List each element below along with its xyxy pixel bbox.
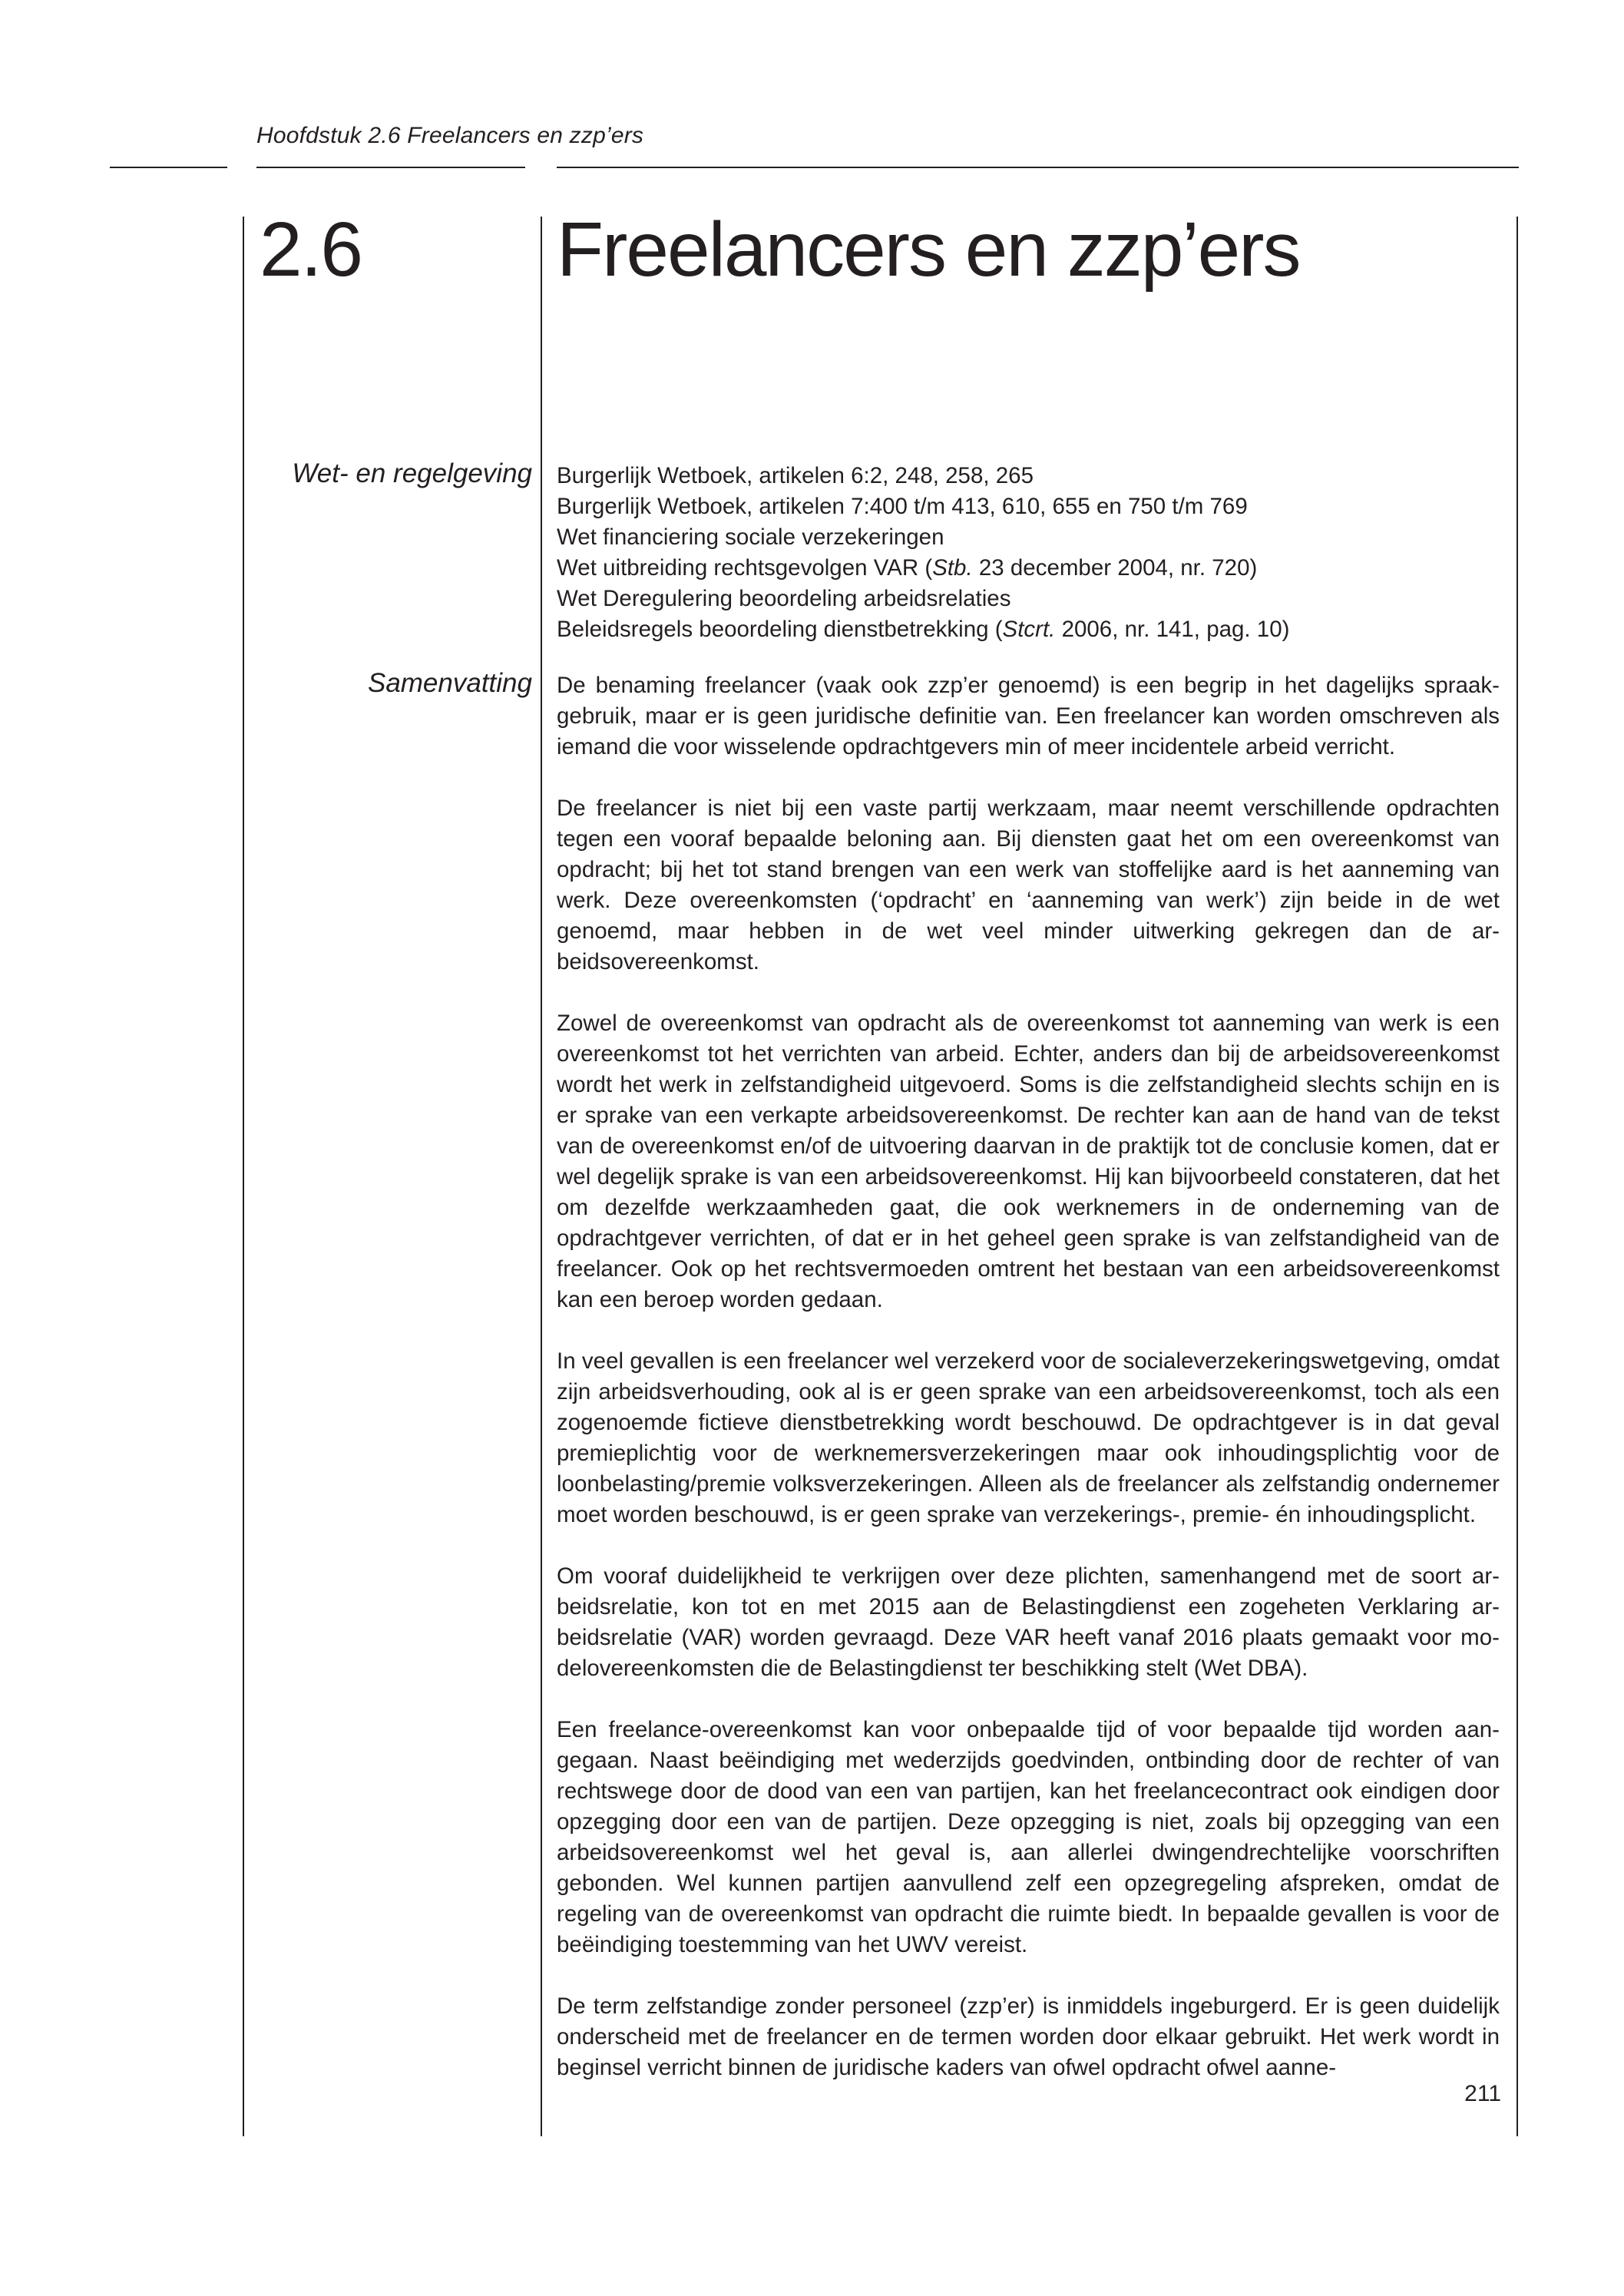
summary-label: Samenvatting <box>367 668 532 698</box>
page-number: 211 <box>1464 2081 1501 2106</box>
legislation-list <box>557 461 1501 645</box>
header-rule-middle <box>256 167 525 168</box>
body-paragraph: De benaming freelancer (vaak ook zzp’er genoemd) is een begrip in het dagelijks spraakgebruik, maar er is geen juridische definitie van. Een freelancer kan worden omschreven als iemand die voor wisselende opdrachtgevers min of meer incidentele arbeid verricht. <box>557 673 1500 759</box>
legislation-label: Wet- en regelgeving <box>292 458 532 488</box>
body-paragraph: Zowel de overeenkomst van opdracht als de overeenkomst tot aanneming van werk is een overeenkomst tot het verrichten van arbeid. Echter, anders dan bij de arbeidsovereenkomst wordt het werk in zelfstandigheid uitgevoerd. Soms is die zelfstandigheid slechts schijn en is er sprake van een verkapte arbeidsovereenkomst. De rechter kan aan de hand van de tekst van de overeenkomst en/of de uitvoering daarvan in de praktijk tot de conclusie komen, dat er wel degelijk sprake is van een arbeidsovereenkomst. Hij kan bijvoorbeeld constateren, dat het om dezelfde werkzaamheden gaat, die ook werknemers in de onderneming van de opdrachtgever verrichten, of dat er in het geheel geen sprake is van zelfstandigheid van de freelancer. Ook op het rechtsvermoeden omtrent het bestaan van een arbeidsovereenkomst kan een beroep worden gedaan. <box>557 1011 1500 1312</box>
legislation-item: Wet financiering sociale verzekeringen <box>557 524 944 550</box>
legislation-item: Wet Deregulering beoordeling arbeidsrelaties <box>557 586 1011 611</box>
column-rule-right <box>1517 217 1518 2136</box>
column-rule-left <box>243 217 244 2136</box>
legislation-item: Burgerlijk Wetboek, artikelen 6:2, 248, 258, 265 <box>557 463 1034 488</box>
body-paragraph: Om vooraf duidelijkheid te verkrijgen over deze plichten, samenhangend met de soort arbeidsrelatie, kon tot en met 2015 aan de Belastingdienst een zogeheten Verklaring arbeidsrelatie (VAR) worden gevraagd. Deze VAR heeft vanaf 2016 plaats gemaakt voor modelovereenkomsten die de Belastingdienst ter beschikking stelt (Wet DBA). <box>557 1563 1500 1681</box>
legislation-item: Beleidsregels beoordeling dienstbetrekking (Stcrt. 2006, nr. 141, pag. 10) <box>557 617 1290 642</box>
legislation-item: Wet uitbreiding rechtsgevolgen VAR (Stb. 23 december 2004, nr. 720) <box>557 555 1258 581</box>
body-paragraph: De term zelfstandige zonder personeel (zzp’er) is inmiddels ingeburgerd. Er is geen duidelijk onderscheid met de freelancer en de termen worden door elkaar gebruikt. Het werk wordt in beginsel verricht binnen de juridische kaders van ofwel opdracht ofwel aanne- <box>557 1993 1500 2080</box>
chapter-title: Freelancers en zzp’ers <box>557 207 1300 293</box>
running-header: Hoofdstuk 2.6 Freelancers en zzp’ers <box>256 123 644 148</box>
legislation-item: Burgerlijk Wetboek, artikelen 7:400 t/m 413, 610, 655 en 750 t/m 769 <box>557 494 1248 519</box>
body-paragraph: Een freelance-overeenkomst kan voor onbepaalde tijd of voor bepaalde tijd worden aangegaan. Naast beëindiging met wederzijds goedvinden, ontbinding door de rechter of van rechtswege door de dood van een van partijen, kan het freelancecontract ook eindigen door opzegging door een van de partijen. Deze opzegging is niet, zoals bij opzegging van een arbeidsovereenkomst wel het geval is, aan allerlei dwingendrechtelijke voorschriften gebonden. Wel kunnen partijen aanvullend zelf een opzegregeling afspreken, omdat de regeling van de overeenkomst van opdracht die ruimte biedt. In bepaalde gevallen is voor de beëindiging toestemming van het UWV vereist. <box>557 1717 1500 1957</box>
column-rule-middle <box>541 217 542 2136</box>
header-rule-left <box>110 167 227 168</box>
body-paragraph: De freelancer is niet bij een vaste partij werkzaam, maar neemt verschillende opdrachten tegen een vooraf bepaalde beloning aan. Bij diensten gaat het om een overeenkomst van opdracht; bij het tot stand brengen van een werk van stoffelijke aard is het aanneming van werk. Deze overeenkomsten (‘opdracht’ en ‘aanneming van werk’) zijn beide in de wet genoemd, maar hebben in de wet veel minder uitwerking gekregen dan de arbeidsovereenkomst. <box>557 796 1500 974</box>
body-paragraph: In veel gevallen is een freelancer wel verzekerd voor de socialeverzekeringswetgeving, omdat zijn arbeidsverhouding, ook al is er geen sprake van een arbeidsovereenkomst, toch als een zogenoemde fictieve dienstbetrekking wordt beschouwd. De opdrachtgever is in dat geval premieplichtig voor de werknemersverzekeringen maar ook inhoudingsplichtig voor de loonbelasting/premie volksverzekeringen. Alleen als de freelancer als zelfstandig ondernemer moet worden beschouwd, is er geen sprake van verzekerings-, premie- én inhoudingsplicht. <box>557 1348 1500 1527</box>
chapter-number: 2.6 <box>260 207 362 293</box>
header-rule-right <box>557 167 1519 168</box>
summary-body <box>557 670 1500 2114</box>
